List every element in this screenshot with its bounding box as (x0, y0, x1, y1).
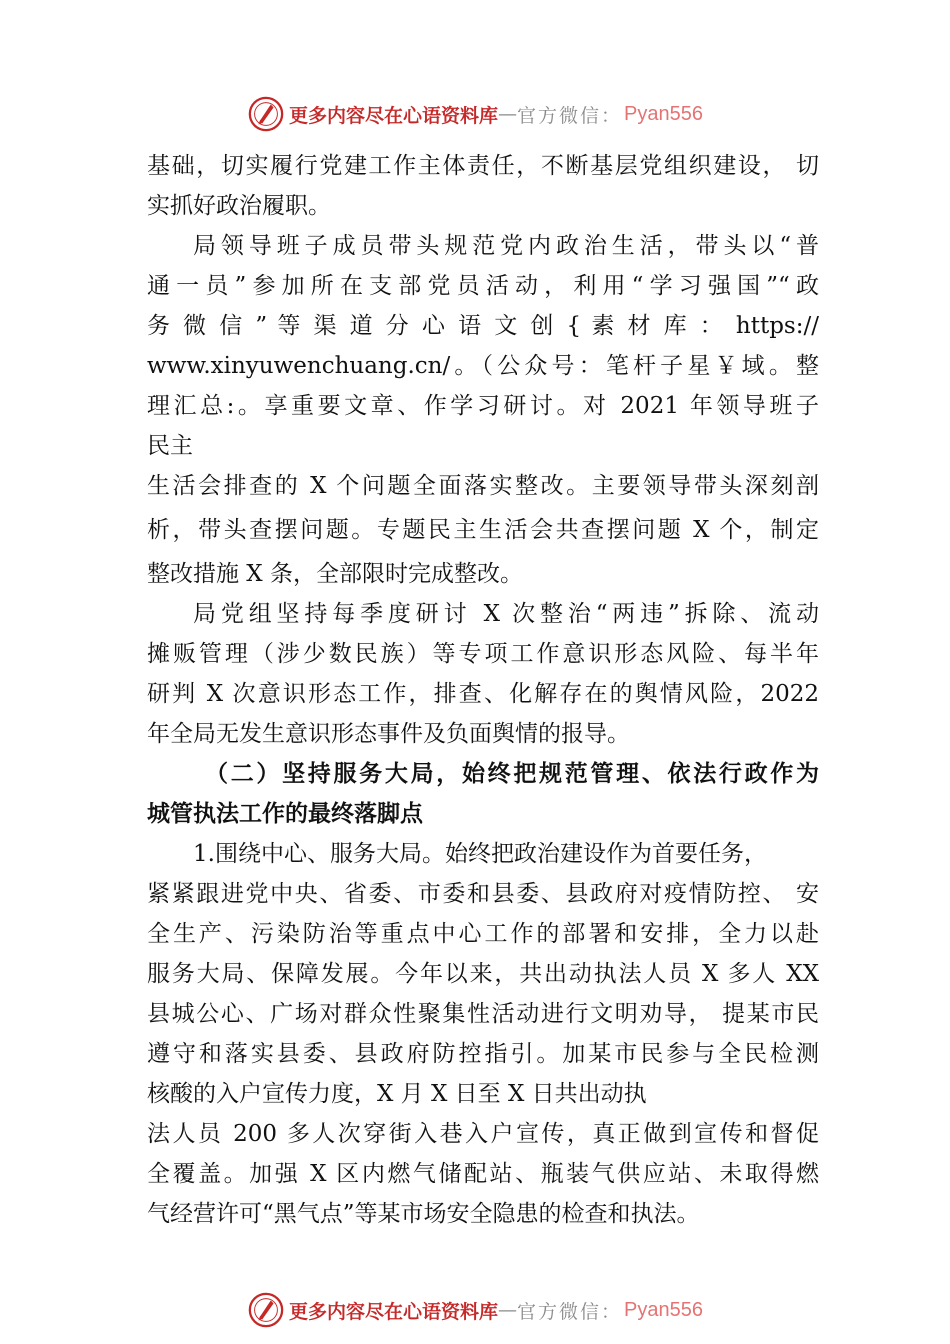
section-heading-cont: 城管执法工作的最终落脚点 (147, 800, 423, 827)
text-line: 全生产、污染防治等重点中心工作的部署和安排，全力以赴 (147, 921, 819, 947)
paragraph-start-line: 局党组坚持每季度研讨 X 次整治“两违”拆除、流动 (193, 601, 819, 627)
text-line: www.xinyuwenchuang.cn/。（公众号：笔杆子星￥域。整 (147, 353, 819, 379)
text-line: 理汇总:。享重要文章、作学习研讨。对 2021 年领导班子 (147, 393, 819, 419)
watermark-label: 官方微信： (517, 104, 623, 127)
paragraph-start-line: 局领导班子成员带头规范党内政治生活，带头以“普 (193, 233, 819, 259)
text-line: 全覆盖。加强 X 区内燃气储配站、瓶装气供应站、未取得燃 (147, 1161, 819, 1187)
text-line: 摊贩管理（涉少数民族）等专项工作意识形态风险、每半年 (147, 641, 819, 667)
text-line: 整改措施 X 条，全部限时完成整改。 (147, 561, 523, 587)
paragraph-start-line: 1.围绕中心、服务大局。始终把政治建设作为首要任务， (193, 841, 767, 867)
text-line: 核酸的入户宣传力度，X 月 X 日至 X 日共出动执 (147, 1081, 647, 1107)
pen-nib-seal-logo-icon (247, 95, 285, 133)
text-line: 通一员”参加所在支部党员活动，利用“学习强国”“政 (147, 273, 819, 299)
text-line: 实抓好政治履职。 (147, 193, 331, 219)
text-line: 服务大局、保障发展。今年以来，共出动执法人员 X 多人 XX (147, 961, 819, 987)
pen-nib-seal-logo-icon (247, 1291, 285, 1329)
text-line: 县城公心、广场对群众性聚集性活动进行文明劝导， 提某市民 (147, 1001, 819, 1027)
watermark-main-text: 更多内容尽在心语资料库 (289, 1300, 499, 1323)
text-line: 研判 X 次意识形态工作，排查、化解存在的舆情风险，2022 (147, 681, 819, 707)
text-line: 务 微 信 ” 等 渠 道 分 心 语 文 创 { 素 材 库 ： https:// (147, 313, 819, 339)
header-watermark (0, 94, 950, 134)
text-line: 年全局无发生意识形态事件及负面舆情的报导。 (147, 721, 630, 747)
text-line: 气经营许可“黑气点”等某市场安全隐患的检查和执法。 (147, 1201, 700, 1227)
watermark-main-text: 更多内容尽在心语资料库 (289, 104, 499, 127)
text-line: 生活会排查的 X 个问题全面落实整改。主要领导带头深刻剖 (147, 473, 819, 499)
text-line: 析，带头查摆问题。专题民主生活会共查摆问题 X 个，制定 (147, 517, 819, 543)
text-line: 民主 (147, 433, 193, 459)
watermark-label: 官方微信： (517, 1300, 623, 1323)
text-line: 基础，切实履行党建工作主体责任，不断基层党组织建设， 切 (147, 153, 819, 179)
watermark-dash: — (498, 1299, 518, 1321)
watermark-wechat-id: Pyan556 (624, 102, 703, 125)
watermark-wechat-id: Pyan556 (624, 1298, 703, 1321)
footer-watermark (0, 1290, 950, 1330)
section-heading: （二）坚持服务大局，始终把规范管理、依法行政作为 (205, 760, 819, 787)
watermark-dash: — (498, 103, 518, 125)
text-line: 遵守和落实县委、县政府防控指引。加某市民参与全民检测 (147, 1041, 819, 1067)
text-line: 法人员 200 多人次穿街入巷入户宣传，真正做到宣传和督促 (147, 1121, 819, 1147)
document-body (147, 146, 819, 1234)
text-line: 紧紧跟进党中央、省委、市委和县委、县政府对疫情防控、 安 (147, 881, 819, 907)
